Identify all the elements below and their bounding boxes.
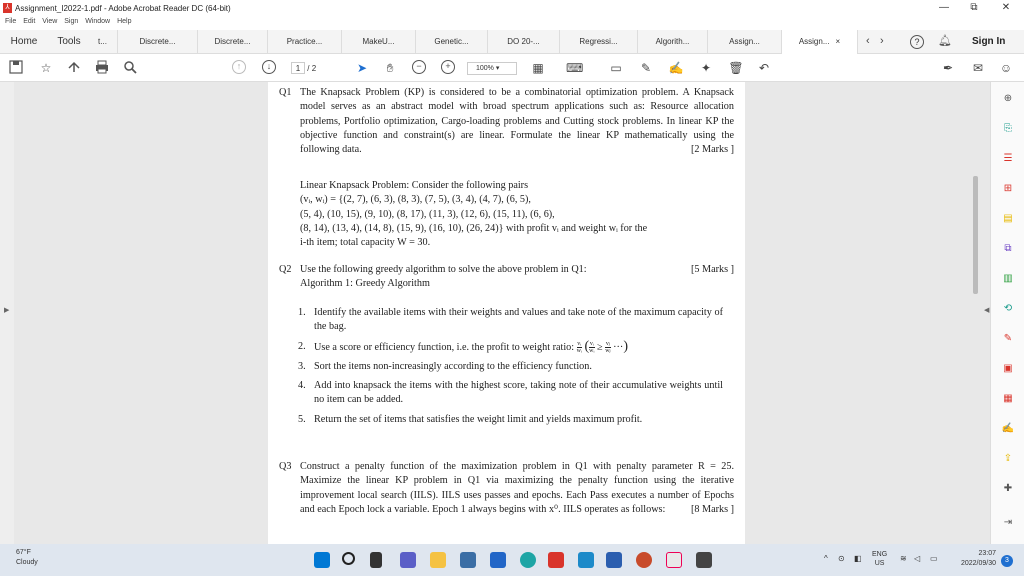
comment-tool-icon[interactable]: ▤ bbox=[1003, 213, 1013, 224]
menu-help[interactable]: Help bbox=[117, 18, 132, 25]
edge-browser-icon[interactable] bbox=[520, 552, 536, 568]
clock-date: 2022/09/30 bbox=[960, 560, 996, 567]
menu-sign[interactable]: Sign bbox=[64, 18, 79, 25]
fill-sign-tool-icon[interactable]: ✍ bbox=[1001, 423, 1015, 434]
q1-pairs-line: (vᵢ, wᵢ) = {(2, 7), (6, 3), (8, 3), (7, 5), (3, 4), (4, 7), (6, 5), bbox=[300, 194, 531, 206]
tab-doc[interactable]: Algorith... bbox=[638, 30, 708, 54]
app-icon[interactable] bbox=[696, 552, 712, 568]
fill-sign-icon[interactable]: ✒ bbox=[942, 61, 954, 75]
export-pdf-icon[interactable]: ⎘ bbox=[1004, 123, 1012, 134]
edit-pdf-icon[interactable]: ✎ bbox=[1003, 333, 1013, 344]
select-cursor-icon[interactable]: ➤ bbox=[356, 61, 368, 75]
clock-time: 23:07 bbox=[978, 550, 996, 557]
delete-icon[interactable]: 🗑︎ bbox=[728, 61, 744, 75]
zoom-search-icon[interactable]: ⊕ bbox=[1003, 93, 1013, 104]
app-icon[interactable] bbox=[666, 552, 682, 568]
list-item: 1. Identify the available items with their weights and values and take note of the maximum capacity of the bag. bbox=[298, 307, 723, 333]
more-tools-icon[interactable]: ✚ bbox=[1003, 483, 1013, 494]
document-scrollbar[interactable] bbox=[973, 176, 978, 294]
maximize-button[interactable]: ⧉ bbox=[970, 2, 978, 13]
pdf-page bbox=[268, 82, 745, 544]
file-explorer-icon[interactable] bbox=[430, 552, 446, 568]
save-icon[interactable] bbox=[8, 60, 24, 76]
window-title: Assignment_I2022-1.pdf - Adobe Acrobat Reader DC (64-bit) bbox=[15, 4, 231, 13]
right-tools-panel bbox=[990, 82, 1024, 544]
help-icon[interactable]: ? bbox=[910, 35, 924, 49]
tab-doc[interactable]: Discrete... bbox=[198, 30, 268, 54]
collapse-tools-icon[interactable]: ⇥ bbox=[1003, 517, 1013, 528]
tab-active-doc[interactable] bbox=[782, 30, 858, 54]
weather-condition: Cloudy bbox=[16, 559, 38, 566]
word-icon[interactable] bbox=[606, 552, 622, 568]
tab-doc[interactable]: t... bbox=[88, 30, 118, 54]
search-icon[interactable] bbox=[122, 60, 138, 76]
compress-pdf-icon[interactable]: ▥ bbox=[1003, 273, 1013, 284]
tab-tools[interactable]: Tools bbox=[57, 36, 81, 47]
tray-overflow-icon[interactable]: ^ bbox=[824, 554, 828, 563]
list-item: 4. Add into knapsack the items with the highest score, taking note of their accumulative weights until no item can be added. bbox=[298, 380, 723, 406]
email-icon[interactable]: ✉ bbox=[972, 61, 984, 75]
list-item: 3. Sort the items non-increasingly according to the efficiency function. bbox=[298, 360, 592, 372]
share-icon[interactable] bbox=[66, 60, 82, 76]
tab-scroll-right-icon[interactable]: › bbox=[880, 35, 884, 47]
sign-in-button[interactable]: Sign In bbox=[972, 36, 1006, 47]
q3-marks: [8 Marks ] bbox=[690, 503, 734, 515]
volume-icon[interactable]: ◁ bbox=[914, 554, 921, 563]
undo-icon[interactable]: ↶ bbox=[758, 61, 770, 75]
menu-view[interactable]: View bbox=[42, 18, 58, 25]
algorithm-title: Algorithm 1: Greedy Algorithm bbox=[300, 278, 430, 290]
q1-pairs-line: (5, 4), (10, 15), (9, 10), (8, 17), (11, 3), (12, 6), (15, 11), (6, 6), bbox=[300, 208, 555, 220]
zoom-in-icon[interactable]: + bbox=[441, 60, 455, 74]
tab-doc[interactable]: Genetic... bbox=[416, 30, 488, 54]
toolbar bbox=[0, 54, 1024, 82]
expand-left-panel-icon[interactable]: ▶ bbox=[4, 307, 10, 314]
zoom-out-icon[interactable]: − bbox=[412, 60, 426, 74]
print-icon[interactable] bbox=[94, 60, 110, 76]
left-panel-collapsed[interactable] bbox=[0, 82, 14, 544]
page-total: 2 bbox=[311, 64, 317, 73]
acrobat-taskbar-icon[interactable] bbox=[548, 552, 564, 568]
page-indicator bbox=[291, 62, 316, 74]
q2-marks: [5 Marks ] bbox=[690, 264, 734, 275]
page-fit-icon[interactable]: ▦ bbox=[532, 61, 544, 75]
keyboard-icon[interactable]: ⌨ bbox=[566, 61, 584, 75]
menu-bar bbox=[0, 16, 1024, 30]
tab-doc[interactable]: Regressi... bbox=[560, 30, 638, 54]
clock[interactable] bbox=[956, 549, 996, 569]
send-for-comments-icon[interactable]: ⇪ bbox=[1003, 453, 1013, 464]
close-window-button[interactable]: ✕ bbox=[1001, 2, 1011, 13]
organize-pages-icon[interactable]: ☰ bbox=[1003, 153, 1013, 164]
tab-home[interactable]: Home bbox=[10, 36, 38, 47]
menu-window[interactable]: Window bbox=[85, 18, 111, 25]
ratio-fraction: $\frac{\text{vᵢ}}{\text{wᵢ}}$ bbox=[576, 340, 582, 354]
q3-text: Construct a penalty function of the maximization problem in Q1 with penalty parameter R = 25. Maximize the linear KP problem in Q1 via maximizing the penalty function using the iterative improvement local search (IILS). IILS uses passes and epochs. Each Pass executes a number of Epochs and each Epoch lock a variable. Epoch 1 always begins with x⁰. IILS operates as follows: bbox=[300, 461, 734, 515]
photos-icon[interactable] bbox=[578, 552, 594, 568]
q1-data-block bbox=[300, 179, 734, 250]
notification-bell-icon[interactable]: 🔔︎ bbox=[938, 35, 952, 47]
app-icon[interactable] bbox=[490, 552, 506, 568]
q1-pairs-line: (8, 14), (13, 4), (14, 8), (15, 9), (16, 10), (26, 24)} with profit vᵢ and weight wᵢ for the bbox=[300, 222, 648, 234]
q1-pairs-line: i-th item; total capacity W = 30. bbox=[300, 237, 431, 249]
task-view-icon[interactable] bbox=[370, 552, 382, 568]
q1-number: Q1 bbox=[279, 87, 292, 98]
menu-edit[interactable]: Edit bbox=[23, 18, 36, 25]
scan-ocr-icon[interactable]: ⟲ bbox=[1003, 303, 1013, 314]
weather-widget[interactable] bbox=[16, 548, 38, 568]
bookmark-star-icon[interactable]: ☆ bbox=[40, 61, 52, 75]
algorithm-steps bbox=[298, 306, 723, 432]
redact-icon[interactable]: ▦ bbox=[1003, 393, 1013, 404]
q3-number: Q3 bbox=[279, 461, 292, 472]
list-item: 5. Return the set of items that satisfies the weight limit and yields maximum profit. bbox=[298, 413, 643, 425]
page-number-input[interactable]: 1 bbox=[291, 62, 305, 74]
tab-doc[interactable]: Practice... bbox=[268, 30, 342, 54]
powerpoint-icon[interactable] bbox=[636, 552, 652, 568]
hand-tool-icon[interactable]: ✋︎ bbox=[386, 61, 394, 75]
previous-page-icon[interactable]: ↑ bbox=[232, 60, 246, 74]
tray-app-icon[interactable]: ◧ bbox=[854, 554, 862, 563]
account-icon[interactable]: ☺ bbox=[999, 61, 1013, 75]
tab-bar bbox=[0, 30, 1024, 54]
language-indicator[interactable]: ENG US bbox=[872, 551, 888, 567]
comment-icon[interactable]: ▭ bbox=[610, 61, 622, 75]
q2-text: Use the following greedy algorithm to solve the above problem in Q1: bbox=[300, 264, 587, 275]
q1-marks: [2 Marks ] bbox=[690, 144, 734, 156]
highlight-pen-icon[interactable]: ✎ bbox=[640, 61, 652, 75]
stamp-icon[interactable]: ✦ bbox=[700, 61, 712, 75]
tab-doc[interactable]: Discrete... bbox=[118, 30, 198, 54]
combine-files-icon[interactable]: ⧉ bbox=[1004, 243, 1012, 254]
next-page-icon[interactable]: ↓ bbox=[262, 60, 276, 74]
weather-temp: 67°F bbox=[16, 549, 31, 556]
taskbar bbox=[0, 544, 1024, 576]
tab-doc[interactable]: DO 20-... bbox=[488, 30, 560, 54]
tab-active-label: Assign... bbox=[798, 37, 830, 46]
title-bar bbox=[0, 0, 1024, 16]
protect-icon[interactable]: ▣ bbox=[1003, 363, 1013, 374]
tab-doc[interactable]: Assign... bbox=[708, 30, 782, 54]
page-separator: / bbox=[307, 64, 310, 73]
zoom-level-select[interactable]: 100% ▾ bbox=[467, 62, 517, 75]
tab-doc[interactable]: MakeU... bbox=[342, 30, 416, 54]
menu-file[interactable]: File bbox=[5, 18, 17, 25]
tray-app-icon[interactable]: ⊙ bbox=[838, 554, 845, 563]
tab-scroll-left-icon[interactable]: ‹ bbox=[866, 35, 870, 47]
q2-number: Q2 bbox=[279, 264, 292, 275]
create-pdf-icon[interactable]: ⊞ bbox=[1003, 183, 1013, 194]
store-icon[interactable] bbox=[460, 552, 476, 568]
zoom-level-value: 100% bbox=[476, 65, 494, 72]
battery-icon[interactable]: ▭ bbox=[930, 554, 938, 563]
draw-icon[interactable]: ✍ bbox=[668, 61, 684, 75]
minimize-button[interactable]: — bbox=[939, 2, 949, 13]
collapse-right-panel-icon[interactable]: ◀ bbox=[984, 307, 990, 314]
teams-chat-icon[interactable] bbox=[400, 552, 416, 568]
list-item: 2. Use a score or efficiency function, i.e. the profit to weight ratio: $\frac{\text{vᵢ}}{\text{wᵢ}}$ ( $\frac{\text{vᵢ}}{\text{wᵢ}}$ ≥ $\frac{\text{vⱼ}}{\text{wⱼ}}$ ···) bbox=[298, 338, 628, 354]
q1-sub-title: Linear Knapsack Problem: Consider the following pairs bbox=[300, 180, 529, 191]
q1-text: The Knapsack Problem (KP) is considered to be a combinatorial optimization problem. A Knapsack model serves as an abstract model with broad spectrum applications such as: Resource allocation problems, Portfolio optimization, Cargo-loading problems and Cutting stock problems. In linear KP the objective function and constraint(s) are linear. Formulate the linear KP mathematically using the following data. bbox=[300, 87, 734, 156]
wifi-icon[interactable]: ≋ bbox=[900, 554, 907, 563]
tab-close-icon[interactable]: × bbox=[835, 37, 841, 46]
taskbar-search-icon[interactable] bbox=[342, 552, 355, 565]
acrobat-app-icon: ⅄ bbox=[3, 3, 12, 13]
start-windows-icon[interactable] bbox=[314, 552, 330, 568]
notification-badge[interactable]: 3 bbox=[1001, 555, 1013, 567]
